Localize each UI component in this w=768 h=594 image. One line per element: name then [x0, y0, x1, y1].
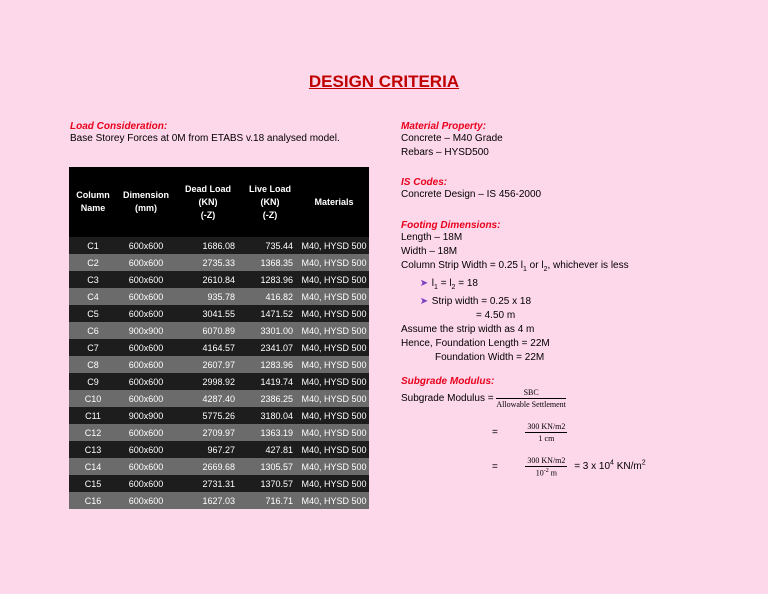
table-row — [69, 492, 369, 509]
cell-dimension: 600x600 — [117, 339, 175, 356]
arrow-bullet-icon: ➤ — [419, 278, 429, 289]
cell-live-load: 1305.57 — [241, 458, 299, 475]
cell-live-load: 416.82 — [241, 288, 299, 305]
foundation-width: Foundation Width = 22M — [435, 352, 545, 363]
cell-column-name: C16 — [69, 492, 117, 509]
cell-column-name: C1 — [69, 237, 117, 254]
cell-dead-load: 4287.40 — [175, 390, 241, 407]
cell-column-name: C12 — [69, 424, 117, 441]
table-row — [69, 390, 369, 407]
cell-live-load: 1368.35 — [241, 254, 299, 271]
table-row — [69, 271, 369, 288]
subgrade-heading: Subgrade Modulus: — [401, 376, 495, 387]
cell-materials: M40, HYSD 500 — [299, 339, 369, 356]
table-row — [69, 356, 369, 373]
cell-dead-load: 2998.92 — [175, 373, 241, 390]
cell-live-load: 2386.25 — [241, 390, 299, 407]
arrow-bullet-icon: ➤ — [419, 296, 429, 307]
table-row — [69, 424, 369, 441]
is-codes-heading: IS Codes: — [401, 177, 448, 188]
cell-dead-load: 2709.97 — [175, 424, 241, 441]
cell-materials: M40, HYSD 500 — [299, 458, 369, 475]
strip-width-result: = 4.50 m — [476, 310, 516, 321]
cell-live-load: 1419.74 — [241, 373, 299, 390]
cell-materials: M40, HYSD 500 — [299, 492, 369, 509]
table-row — [69, 254, 369, 271]
cell-dimension: 600x600 — [117, 271, 175, 288]
cell-materials: M40, HYSD 500 — [299, 237, 369, 254]
cell-column-name: C15 — [69, 475, 117, 492]
cell-dead-load: 967.27 — [175, 441, 241, 458]
cell-dimension: 600x600 — [117, 475, 175, 492]
table-row — [69, 305, 369, 322]
foundation-length: Hence, Foundation Length = 22M — [401, 338, 550, 349]
fraction-300-per-metre: $\frac{300 KN/m2}{10^{-2} m}$ — [527, 456, 566, 478]
cell-materials: M40, HYSD 500 — [299, 356, 369, 373]
cell-materials: M40, HYSD 500 — [299, 407, 369, 424]
cell-column-name: C8 — [69, 356, 117, 373]
table-row — [69, 288, 369, 305]
cell-dead-load: 5775.26 — [175, 407, 241, 424]
cell-live-load: 427.81 — [241, 441, 299, 458]
cell-live-load: 716.71 — [241, 492, 299, 509]
subgrade-formula-row-3: = $\frac{300 KN/m2}{10^{-2} m}$ = 3 x $10^4$ $KN/m^2$ — [492, 456, 646, 478]
cell-dimension: 600x600 — [117, 373, 175, 390]
table-row — [69, 407, 369, 424]
cell-dead-load: 2735.33 — [175, 254, 241, 271]
cell-dead-load: 2610.84 — [175, 271, 241, 288]
column-strip-width: Column Strip Width = 0.25 $l_1$ or $l_2$, whichever is less — [401, 260, 629, 273]
load-consideration-section — [70, 121, 340, 146]
subgrade-formula-row-2: = $\frac{300 KN/m2}{1 cm}$ — [492, 422, 566, 443]
subgrade-heading-block — [401, 376, 741, 387]
bullet-l1-l2: ➤ $l_1 = l_2 = 18$ — [419, 278, 478, 291]
cell-column-name: C14 — [69, 458, 117, 475]
material-property-section — [401, 121, 741, 160]
cell-dimension: 600x600 — [117, 237, 175, 254]
assume-strip-width: Assume the strip width as 4 m — [401, 324, 535, 335]
cell-column-name: C11 — [69, 407, 117, 424]
cell-live-load: 1370.57 — [241, 475, 299, 492]
header-dimension: Dimension (mm) — [117, 167, 175, 237]
fraction-sbc-settlement: $\frac{\text{SBC}}{\text{Allowable Settlement}}$ — [496, 388, 566, 409]
cell-materials: M40, HYSD 500 — [299, 271, 369, 288]
cell-dimension: 900x900 — [117, 407, 175, 424]
header-column-name: Column Name — [69, 167, 117, 237]
table-row — [69, 475, 369, 492]
cell-dead-load: 1686.08 — [175, 237, 241, 254]
fraction-300-per-1cm: $\frac{300 KN/m2}{1 cm}$ — [527, 422, 566, 443]
cell-materials: M40, HYSD 500 — [299, 322, 369, 339]
material-heading: Material Property: — [401, 121, 487, 132]
cell-dimension: 600x600 — [117, 458, 175, 475]
cell-column-name: C5 — [69, 305, 117, 322]
table-row — [69, 339, 369, 356]
cell-materials: M40, HYSD 500 — [299, 390, 369, 407]
cell-dimension: 600x600 — [117, 254, 175, 271]
cell-dead-load: 4164.57 — [175, 339, 241, 356]
cell-dimension: 600x600 — [117, 424, 175, 441]
subgrade-result: = 3 x $10^4$ $KN/m^2$ — [574, 460, 646, 473]
subgrade-label: Subgrade Modulus = — [401, 393, 494, 405]
cell-dead-load: 2607.97 — [175, 356, 241, 373]
bullet-strip-width: ➤ Strip width = 0.25 x 18 — [419, 296, 532, 307]
table-row — [69, 458, 369, 475]
cell-live-load: 1471.52 — [241, 305, 299, 322]
cell-live-load: 1363.19 — [241, 424, 299, 441]
table-row — [69, 373, 369, 390]
cell-live-load: 1283.96 — [241, 271, 299, 288]
cell-live-load: 3180.04 — [241, 407, 299, 424]
table-header-row — [69, 167, 369, 237]
cell-dead-load: 2731.31 — [175, 475, 241, 492]
cell-column-name: C2 — [69, 254, 117, 271]
cell-dimension: 600x600 — [117, 441, 175, 458]
cell-live-load: 735.44 — [241, 237, 299, 254]
cell-dead-load: 3041.55 — [175, 305, 241, 322]
cell-dimension: 600x600 — [117, 305, 175, 322]
cell-materials: M40, HYSD 500 — [299, 475, 369, 492]
is-codes-section — [401, 177, 741, 202]
cell-dimension: 600x600 — [117, 288, 175, 305]
cell-dead-load: 935.78 — [175, 288, 241, 305]
page-title: DESIGN CRITERIA — [308, 72, 460, 91]
cell-dimension: 900x900 — [117, 322, 175, 339]
cell-materials: M40, HYSD 500 — [299, 373, 369, 390]
is-codes-concrete: Concrete Design – IS 456-2000 — [401, 189, 542, 200]
cell-column-name: C3 — [69, 271, 117, 288]
material-concrete: Concrete – M40 Grade — [401, 133, 503, 144]
cell-dimension: 600x600 — [117, 356, 175, 373]
cell-column-name: C4 — [69, 288, 117, 305]
table-row — [69, 237, 369, 254]
cell-dimension: 600x600 — [117, 492, 175, 509]
cell-materials: M40, HYSD 500 — [299, 254, 369, 271]
cell-materials: M40, HYSD 500 — [299, 288, 369, 305]
table-row — [69, 322, 369, 339]
cell-dead-load: 6070.89 — [175, 322, 241, 339]
subgrade-formula-row-1 — [401, 388, 566, 409]
cell-column-name: C7 — [69, 339, 117, 356]
header-dead-load: Dead Load (KN) (-Z) — [175, 167, 241, 237]
cell-live-load: 2341.07 — [241, 339, 299, 356]
cell-column-name: C6 — [69, 322, 117, 339]
cell-materials: M40, HYSD 500 — [299, 424, 369, 441]
cell-live-load: 1283.96 — [241, 356, 299, 373]
footing-dimensions-section — [401, 220, 741, 365]
cell-live-load: 3301.00 — [241, 322, 299, 339]
cell-dead-load: 2669.68 — [175, 458, 241, 475]
footing-width: Width – 18M — [401, 246, 458, 257]
cell-column-name: C13 — [69, 441, 117, 458]
material-rebars: Rebars – HYSD500 — [401, 147, 489, 158]
header-materials: Materials — [299, 167, 369, 237]
footing-length: Length – 18M — [401, 232, 463, 243]
load-heading: Load Consideration: — [70, 121, 168, 132]
cell-materials: M40, HYSD 500 — [299, 305, 369, 322]
column-loads-table-wrapper — [69, 167, 369, 509]
column-loads-table — [69, 167, 369, 509]
cell-column-name: C9 — [69, 373, 117, 390]
load-text: Base Storey Forces at 0M from ETABS v.18 analysed model. — [70, 133, 340, 144]
header-live-load: Live Load (KN) (-Z) — [241, 167, 299, 237]
cell-dimension: 600x600 — [117, 390, 175, 407]
cell-column-name: C10 — [69, 390, 117, 407]
footing-heading: Footing Dimensions: — [401, 220, 501, 231]
cell-materials: M40, HYSD 500 — [299, 441, 369, 458]
table-row — [69, 441, 369, 458]
cell-dead-load: 1627.03 — [175, 492, 241, 509]
